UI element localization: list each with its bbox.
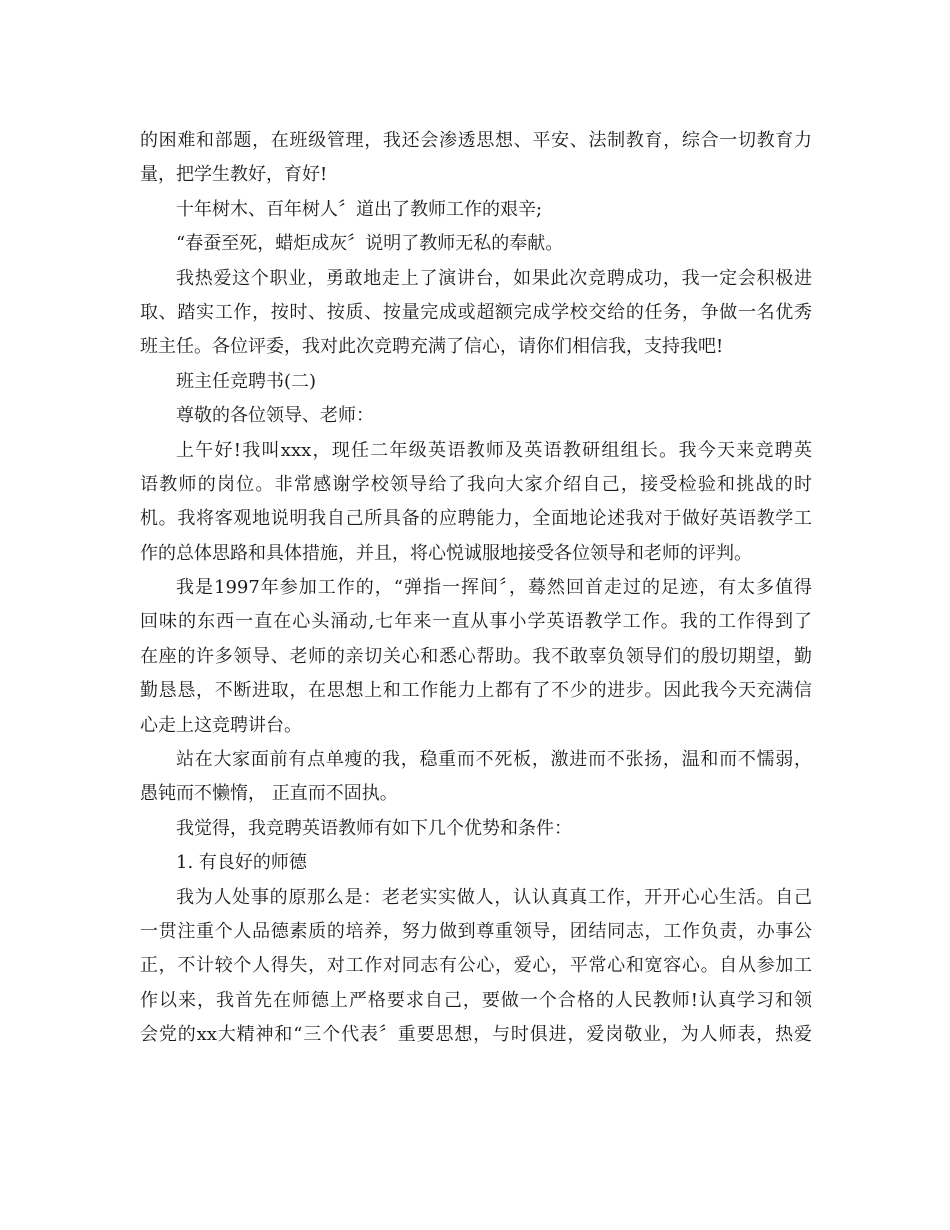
text-line: 上午好!我叫xxx，现任二年级英语教师及英语教研组组长。我今天来竞聘英 [176, 439, 812, 461]
text-line: 勤恳恳，不断进取，在思想上和工作能力上都有了不少的进步。因此我今天充满信 [140, 680, 812, 702]
text-line: 1. 有良好的师德 [176, 852, 307, 874]
text-line: 一贯注重个人品德素质的培养，努力做到尊重领导，团结同志，工作负责，办事公 [140, 920, 812, 942]
text-line: 班主任。各位评委，我对此次竞聘充满了信心，请你们相信我，支持我吧! [140, 336, 724, 358]
text-line: 机。我将客观地说明我自己所具备的应聘能力，全面地论述我对于做好英语教学工 [140, 508, 812, 530]
text-line: 的困难和部题，在班级管理，我还会渗透思想、平安、法制教育，综合一切教育力 [140, 130, 812, 151]
text-line: 取、踏实工作，按时、按质、按量完成或超额完成学校交给的任务，争做一名优秀 [140, 301, 812, 323]
text-line: 站在大家面前有点单瘦的我，稳重而不死板，激进而不张扬，温和而不懦弱， [176, 749, 812, 771]
document-page [140, 124, 812, 1053]
text-line: 十年树木、百年树人〞道出了教师工作的艰辛; [176, 198, 543, 220]
text-line: “春蚕至死，蜡炬成灰〞说明了教师无私的奉献。 [176, 233, 564, 255]
text-line: 作的总体思路和具体措施，并且，将心悦诚服地接受各位领导和老师的评判。 [140, 542, 752, 564]
text-line: 愚钝而不懒惰， 正直而不固执。 [140, 783, 398, 805]
text-line: 我热爱这个职业，勇敢地走上了演讲台，如果此次竞聘成功，我一定会积极进 [176, 267, 812, 289]
text-line: 我觉得，我竞聘英语教师有如下几个优势和条件： [176, 817, 572, 839]
text-line: 量，把学生教好，育好! [140, 164, 328, 186]
text-line: 回味的东西一直在心头涌动,七年来一直从事小学英语教学工作。我的工作得到了 [140, 611, 812, 633]
text-line: 班主任竞聘书(二) [176, 370, 317, 392]
text-line: 我是1997年参加工作的，“弹指一挥间〞，蓦然回首走过的足迹，有太多值得 [176, 577, 812, 599]
text-line: 语教师的岗位。非常感谢学校领导给了我向大家介绍自己，接受检验和挑战的时 [140, 473, 812, 495]
text-line: 心走上这竞聘讲台。 [140, 714, 302, 736]
text-line: 作以来，我首先在师德上严格要求自己，要做一个合格的人民教师!认真学习和领 [140, 989, 812, 1011]
text-line: 我为人处事的原那么是：老老实实做人，认认真真工作，开开心心生活。自己 [176, 886, 812, 908]
text-line: 在座的许多领导、老师的亲切关心和悉心帮助。我不敢辜负领导们的殷切期望，勤 [140, 645, 812, 667]
text-line: 正，不计较个人得失，对工作对同志有公心，爱心，平常心和宽容心。自从参加工 [140, 955, 812, 977]
text-line: 尊敬的各位领导、老师： [176, 405, 374, 427]
text-line: 会党的xx大精神和“三个代表〞重要思想，与时俱进，爱岗敬业，为人师表，热爱 [140, 1024, 812, 1046]
